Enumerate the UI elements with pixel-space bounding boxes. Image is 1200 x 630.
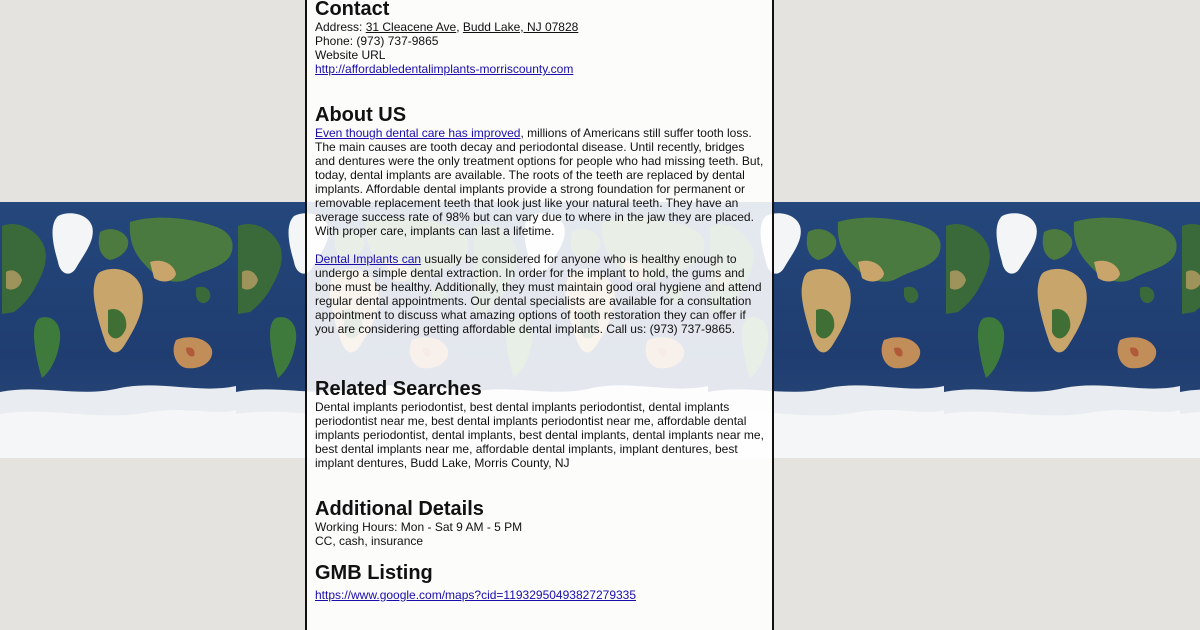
phone-line: Phone: (973) 737-9865 [315,34,439,48]
gmb-listing-section [315,563,765,602]
about-section [315,105,765,336]
contact-heading: Contact [315,0,390,20]
additional-details-section [315,499,765,548]
address-label: Address: [315,20,366,34]
about-paragraph-2 [315,252,765,336]
about-paragraph-1-text: , millions of Americans still suffer tooth loss. The main causes are tooth decay and periodontal disease. Until recently, bridges and dentures were the only treatment options for people who had missing teeth. But, today, dental implants are available. The roots of the teeth are replaced by dental implants. Affordable dental implants provide a strong foundation for permanent or removable replacement teeth that look just like your natural teeth. They have an average success rate of 98% but can vary due to where in the jaw they are placed. With proper care, implants can last a lifetime. [315,126,764,238]
dental-implants-link[interactable]: Dental Implants can [315,252,422,266]
dental-care-link[interactable]: Even though dental care has improved [315,126,521,140]
address-street-link[interactable]: 31 Cleacene Ave [365,20,457,34]
website-label: Website URL [315,48,386,62]
additional-details-heading: Additional Details [315,498,484,520]
working-hours: Working Hours: Mon - Sat 9 AM - 5 PM [315,520,523,534]
gmb-listing-heading: GMB Listing [315,562,433,584]
gmb-listing-link[interactable]: https://www.google.com/maps?cid=11932950493827279335 [315,588,637,602]
address-city-link[interactable]: Budd Lake, NJ 07828 [462,20,579,34]
payment-methods: CC, cash, insurance [315,534,424,548]
related-searches-text: Dental implants periodontist, best dental implants periodontist, dental implants periodontist near me, best dental implants periodontist near me, affordable dental implants periodontist, dental implants, best dental implants, dental implants near me, best dental implants near me, affordable dental implants, implant dentures, best implant dentures, Budd Lake, Morris County, NJ [315,400,764,470]
address-separator: , [456,20,463,34]
address-line [315,20,765,34]
about-paragraph-1 [315,126,765,238]
content-column [305,0,774,630]
contact-section [315,0,765,76]
about-heading: About US [315,104,407,126]
related-searches-section [315,379,765,470]
about-paragraph-2-text: usually be considered for anyone who is healthy enough to undergo a simple dental extraction. In order for the implant to hold, the gums and bone must be healthy. Additionally, they must maintain good oral hygiene and attend regular dental appointments. Our dental specialists are available for a consultation appointment to discuss what amazing options of tooth restoration they can offer if you are considering getting affordable dental implants. Call us: (973) 737-9865. [315,252,762,336]
website-link[interactable]: http://affordabledentalimplants-morriscounty.com [315,62,574,76]
related-searches-heading: Related Searches [315,378,482,400]
